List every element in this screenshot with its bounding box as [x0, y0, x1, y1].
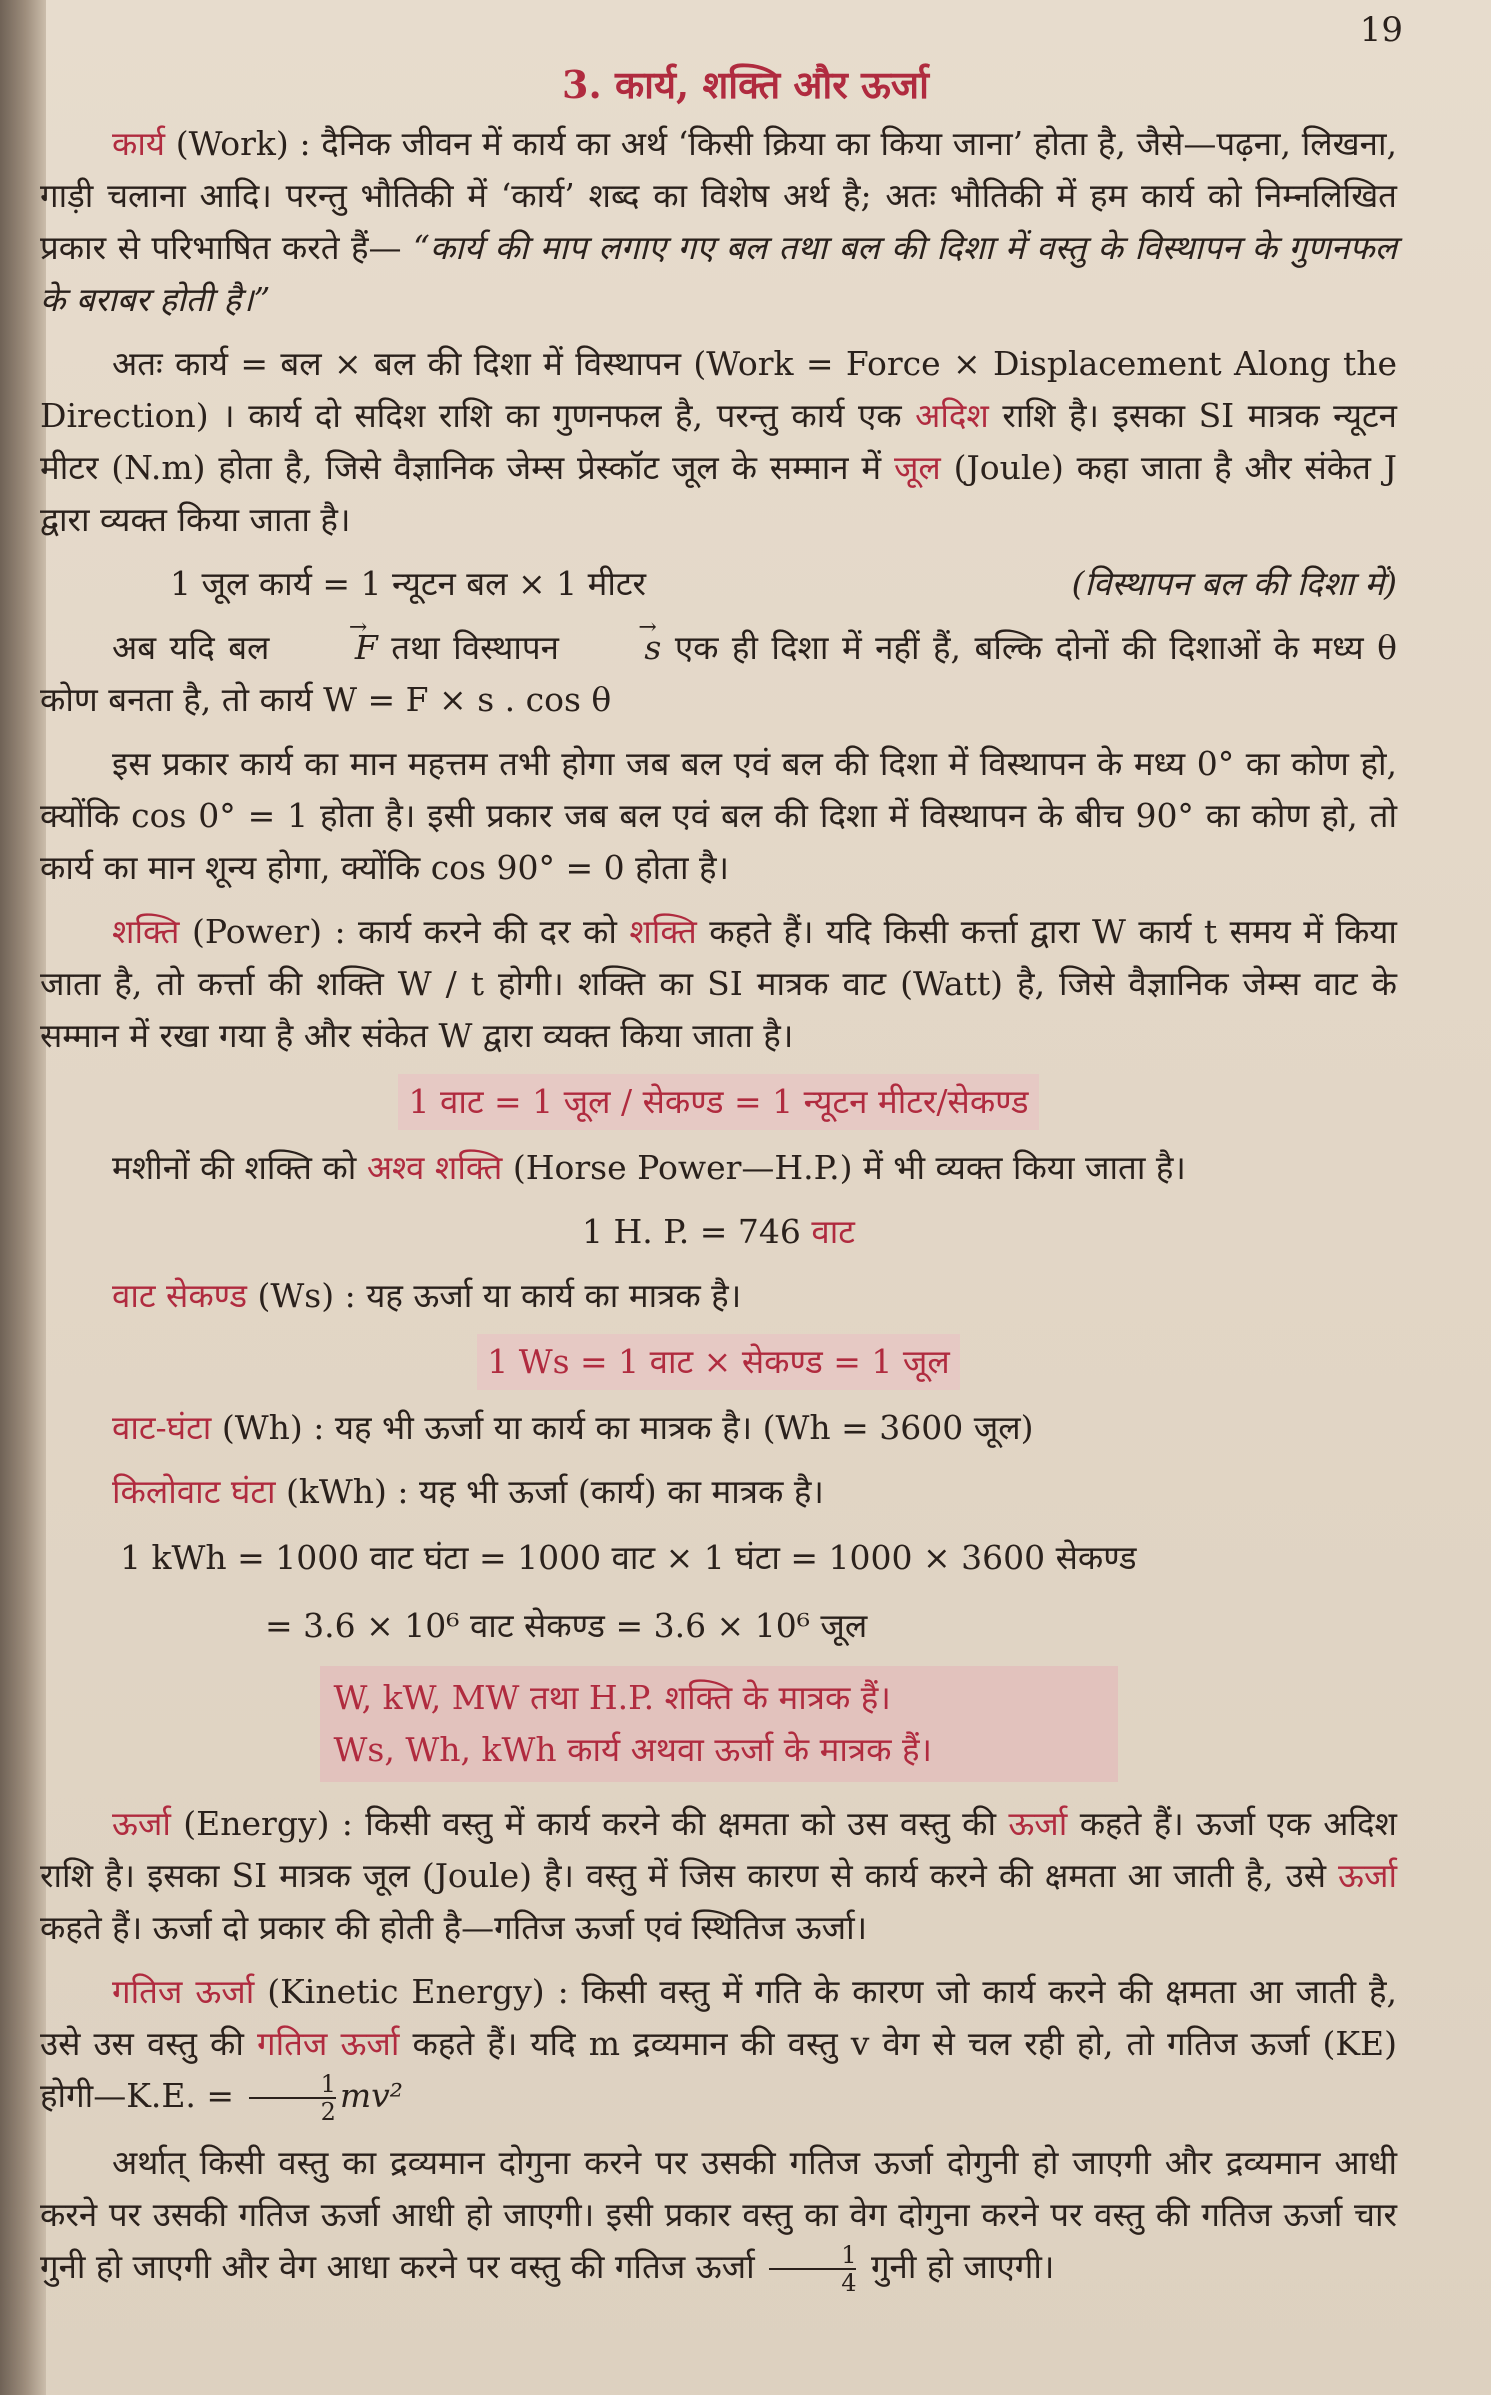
angle-text-1: अब यदि बल — [112, 628, 283, 667]
joule-symbol-text: (Joule) कहा जाता है और संकेत J द्वारा व्यक्त किया जाता है। — [40, 448, 1398, 539]
page-content — [40, 118, 1397, 2308]
kinetic-english: (Kinetic Energy) — [267, 1972, 545, 2011]
energy-text-2: कहते हैं। ऊर्जा एक अदिश राशि है। इसका SI मात्रक जूल (Joule) है। वस्तु में जिस कारण से कार्य करने की क्षमता आ जाती है, उसे — [40, 1804, 1397, 1895]
kinetic-inline-term: गतिज ऊर्जा — [257, 2024, 400, 2063]
watt-hour-term: वाट-घंटा — [112, 1408, 212, 1447]
hp-equation-value: 1 H. P. = 746 — [582, 1212, 812, 1251]
watt-second-term: वाट सेकण्ड — [112, 1276, 247, 1315]
half-fraction — [249, 2071, 336, 2125]
energy-inline-term-2: ऊर्जा — [1338, 1856, 1397, 1895]
watt-hour-text: (Wh) : यह भी ऊर्जा या कार्य का मात्रक है। (Wh = 3600 जूल) — [211, 1408, 1034, 1447]
work-english: (Work) — [175, 124, 289, 163]
work-definition-quote: “कार्य की माप लगाए गए बल तथा बल की दिशा में वस्तु के विस्थापन के गुणनफल के बराबर होती है।” — [40, 228, 1397, 319]
work-term: कार्य — [112, 124, 166, 163]
page-number: 19 — [1359, 10, 1403, 50]
quarter-numerator: 1 — [769, 2242, 856, 2270]
ws-equation-row — [40, 1334, 1397, 1390]
max-work-paragraph: इस प्रकार कार्य का मान महत्तम तभी होगा जब बल एवं बल की दिशा में विस्थापन के मध्य 0° का कोण हो, क्योंकि cos 0° = 1 होता है। इसी प्रकार जब बल एवं बल की दिशा में विस्थापन के बीच 90° का कोण हो, तो कार्य का मान शून्य होगा, क्योंकि cos 90° = 0 होता है। — [40, 744, 1397, 887]
chapter-title: 3. कार्य, शक्ति और ऊर्जा — [562, 62, 929, 107]
power-units-line: W, kW, MW तथा H.P. शक्ति के मात्रक हैं। — [333, 1678, 891, 1717]
half-denominator: 2 — [320, 2098, 336, 2126]
power-english: (Power) — [191, 912, 323, 951]
power-text-1: : कार्य करने की दर को — [322, 912, 630, 951]
watt-equation: 1 वाट = 1 जूल / सेकण्ड = 1 न्यूटन मीटर/सेकण्ड — [398, 1074, 1038, 1130]
hp-text-2: (Horse Power—H.P.) में भी व्यक्त किया जाता है। — [502, 1148, 1186, 1187]
kwh-text: (kWh) : यह भी ऊर्जा (कार्य) का मात्रक है। — [275, 1472, 824, 1511]
power-paragraph — [40, 906, 1397, 1062]
watt-second-paragraph — [40, 1270, 1397, 1322]
energy-english: (Energy) — [183, 1804, 330, 1843]
force-vector: → F — [283, 622, 378, 674]
kwh-equation-2: = 3.6 × 10⁶ वाट सेकण्ड = 3.6 × 10⁶ जूल — [265, 1606, 868, 1645]
hp-text-1: मशीनों की शक्ति को — [112, 1148, 367, 1187]
kinetic-text-2: कहते हैं। यदि m द्रव्यमान की वस्तु v वेग से चल रही हो, तो गतिज ऊर्जा (KE) होगी—K.E. = — [40, 2024, 1397, 2115]
work-definition-text: : दैनिक जीवन में कार्य का अर्थ ‘किसी क्रिया का किया जाना’ होता है, जैसे—पढ़ना, लिखना, गाड़ी चलाना आदि। परन्तु भौतिकी में ‘कार्य’ शब्द का विशेष अर्थ है; अतः भौतिकी में हम कार्य को निम्नलिखित प्रकार से परिभाषित करते हैं— — [40, 124, 1397, 267]
kwh-term: किलोवाट घंटा — [112, 1472, 276, 1511]
half-numerator: 1 — [249, 2071, 336, 2099]
kinetic-explanation-text: अर्थात् किसी वस्तु का द्रव्यमान दोगुना करने पर उसकी गतिज ऊर्जा दोगुनी हो जाएगी और द्रव्यमान आधी करने पर उसकी गतिज ऊर्जा आधी हो जाएगी। इसी प्रकार वस्तु का वेग दोगुना करने पर वस्तु की गतिज ऊर्जा चार गुनी हो जाएगी और वेग आधा करने पर वस्तु की गतिज ऊर्जा — [40, 2143, 1397, 2286]
kinetic-energy-term: गतिज ऊर्जा — [112, 1972, 255, 2011]
kwh-paragraph — [40, 1466, 1397, 1518]
work-formula-paragraph — [40, 338, 1397, 546]
hp-equation — [40, 1206, 1397, 1258]
kwh-equation-1: 1 kWh = 1000 वाट घंटा = 1000 वाट × 1 घंटा = 1000 × 3600 सेकण्ड — [120, 1538, 1137, 1577]
energy-text-1: : किसी वस्तु में कार्य करने की क्षमता को उस वस्तु की — [329, 1804, 1009, 1843]
joule-equation-row — [40, 558, 1397, 610]
work-formula-text: अतः कार्य = बल × बल की दिशा में विस्थापन (Work = Force × Displacement Along the Direction) । कार्य दो सदिश राशि का गुणनफल है, परन्तु कार्य एक — [40, 344, 1397, 435]
power-inline-term: शक्ति — [629, 912, 697, 951]
energy-term: ऊर्जा — [112, 1804, 171, 1843]
quarter-denominator: 4 — [841, 2269, 857, 2297]
kinetic-text-1: : किसी वस्तु में गति के कारण जो कार्य करने की क्षमता आ जाती है, उसे उस वस्तु की — [40, 1972, 1397, 2063]
horse-power-paragraph — [40, 1142, 1397, 1194]
joule-term: जूल — [893, 448, 941, 487]
joule-note: (विस्थापन बल की दिशा में) — [1071, 564, 1397, 603]
scalar-term: अदिश — [915, 396, 989, 435]
energy-units-line: Ws, Wh, kWh कार्य अथवा ऊर्जा के मात्रक हैं। — [333, 1730, 932, 1769]
hp-equation-unit: वाट — [811, 1212, 855, 1251]
kinetic-explanation-paragraph — [40, 2137, 1397, 2296]
units-summary-box — [320, 1666, 1118, 1782]
work-si-text: राशि है। इसका SI मात्रक न्यूटन मीटर (N.m) होता है, जिसे वैज्ञानिक जेम्स प्रेस्कॉट जूल के सम्मान में — [40, 396, 1397, 487]
kinetic-explanation-end: गुनी हो जाएगी। — [860, 2247, 1055, 2286]
ws-equation: 1 Ws = 1 वाट × सेकण्ड = 1 जूल — [477, 1334, 960, 1390]
power-text-2: कहते हैं। यदि किसी कर्त्ता द्वारा W कार्य t समय में किया जाता है, तो कर्त्ता की शक्ति W / t होगी। शक्ति का SI मात्रक वाट (Watt) है, जिसे वैज्ञानिक जेम्स वाट के सम्मान में रखा गया है और संकेत W द्वारा व्यक्त किया जाता है। — [40, 912, 1397, 1055]
angle-text-2: तथा विस्थापन — [377, 628, 573, 667]
energy-text-3: कहते हैं। ऊर्जा दो प्रकार की होती है—गतिज ऊर्जा एवं स्थितिज ऊर्जा। — [40, 1908, 868, 1947]
angle-paragraph — [40, 622, 1397, 726]
kinetic-energy-paragraph — [40, 1966, 1397, 2125]
watt-equation-row — [40, 1074, 1397, 1130]
watt-hour-paragraph — [40, 1402, 1397, 1454]
horse-power-term: अश्व शक्ति — [366, 1148, 503, 1187]
energy-inline-term: ऊर्जा — [1008, 1804, 1068, 1843]
watt-second-text: (Ws) : यह ऊर्जा या कार्य का मात्रक है। — [247, 1276, 742, 1315]
quarter-fraction — [769, 2242, 856, 2296]
displacement-vector: → s — [572, 622, 661, 674]
work-definition-paragraph — [40, 118, 1397, 326]
energy-paragraph — [40, 1798, 1397, 1954]
power-term: शक्ति — [112, 912, 180, 951]
mv-squared: mv² — [339, 2076, 404, 2115]
angle-text-3: एक ही दिशा में नहीं हैं, बल्कि दोनों की दिशाओं के मध्य θ कोण बनता है, तो कार्य W = F × s . cos θ — [40, 628, 1398, 719]
joule-equation: 1 जूल कार्य = 1 न्यूटन बल × 1 मीटर — [170, 564, 647, 603]
